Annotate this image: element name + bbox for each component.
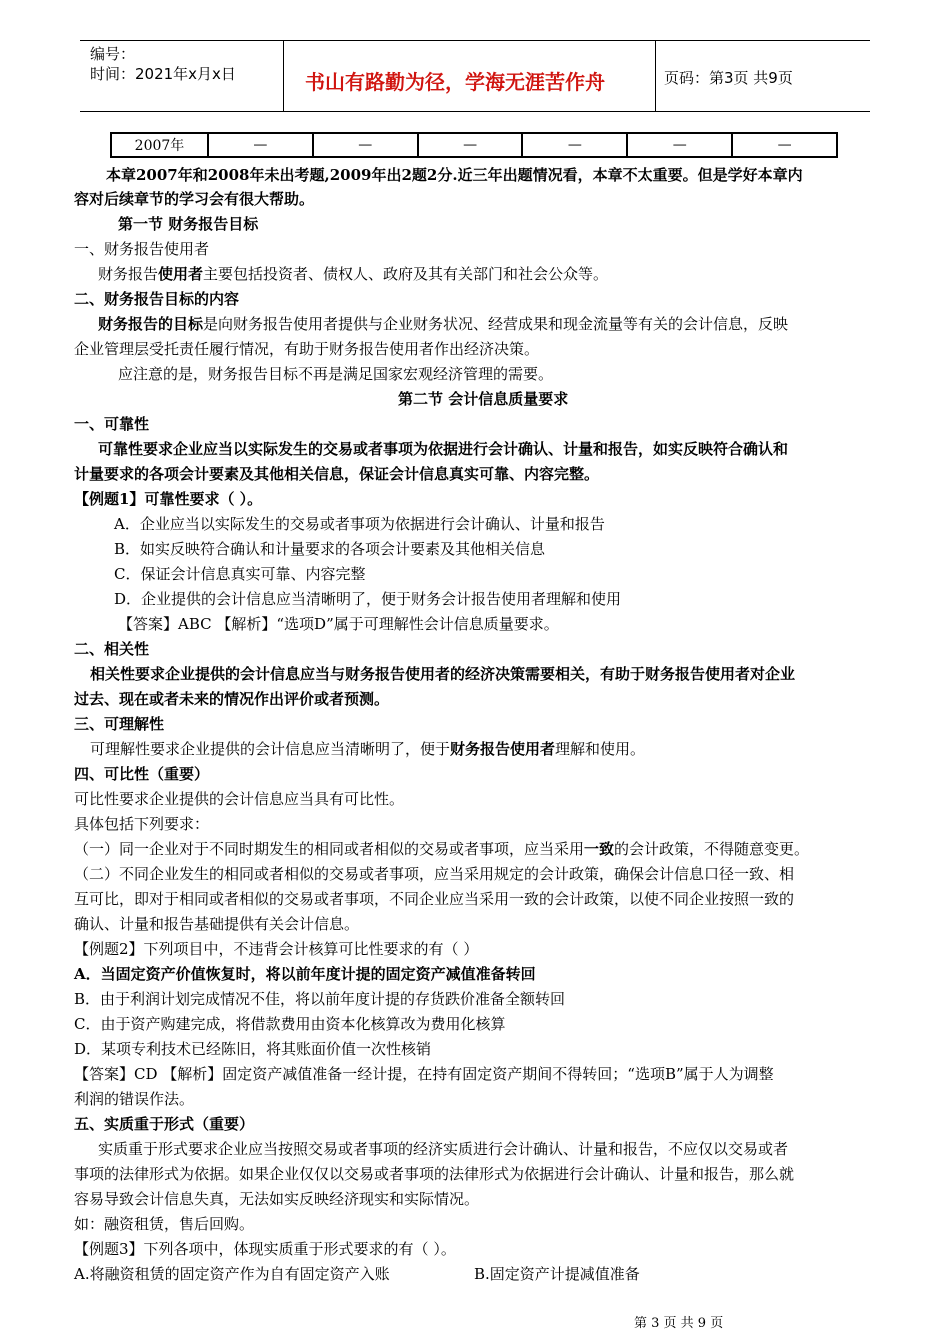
- table-cell: —: [522, 133, 627, 157]
- paragraph: 企业管理层受托责任履行情况，有助于财务报告使用者作出经济决策。: [74, 340, 540, 358]
- page-indicator: 页码：第3页 共9页: [664, 69, 793, 87]
- paragraph: [74, 839, 809, 859]
- chapter-intro: 本章2007年和2008年未出考题,2009年出2题2分.近三年出题情况看，本章不太重要。但是学好本章内: [106, 166, 803, 184]
- option-item: C．保证会计信息真实可靠、内容完整: [114, 565, 366, 583]
- answer-line: 【答案】ABC 【解析】“选项D”属于可理解性会计信息质量要求。: [118, 615, 559, 633]
- section-title: 第二节 会计信息质量要求: [398, 390, 569, 408]
- emphasis: 财务报告的目标: [98, 315, 204, 333]
- answer-line: 利润的错误作法。: [74, 1090, 195, 1108]
- paragraph: 互可比，即对于相同或者相似的交易或者事项，不同企业应当采用一致的会计政策，以使不同企业按照一致的: [74, 890, 795, 908]
- chapter-intro: 容对后续章节的学习会有很大帮助。: [74, 190, 315, 208]
- example-title: 【例题2】下列项目中，不违背会计核算可比性要求的有（ ）: [74, 940, 479, 958]
- paragraph: 确认、计量和报告基础提供有关会计信息。: [74, 915, 360, 933]
- text-span: （一）同一企业对于不同时期发生的相同或者相似的交易或者事项，应当采用: [74, 840, 585, 858]
- option-item: A．企业应当以实际发生的交易或者事项为依据进行会计确认、计量和报告: [114, 515, 605, 533]
- paragraph: 具体包括下列要求：: [74, 815, 210, 833]
- section-title: 第一节 财务报告目标: [118, 215, 259, 233]
- time-label: 时间：2021年x月x日: [90, 65, 236, 83]
- exam-year-table: [110, 132, 838, 158]
- paragraph: 可比性要求企业提供的会计信息应当具有可比性。: [74, 790, 405, 808]
- paragraph: 应注意的是，财务报告目标不再是满足国家宏观经济管理的需要。: [118, 365, 554, 383]
- paragraph: [98, 314, 788, 334]
- text-span: 的会计政策，不得随意变更。: [614, 840, 810, 858]
- header-motto: 书山有路勤为径，学海无涯苦作舟: [305, 70, 605, 94]
- text-span: 理解和使用。: [555, 740, 646, 758]
- option-item: B．由于利润计划完成情况不佳，将以前年度计提的存货跌价准备全额转回: [74, 990, 566, 1008]
- heading: 四、可比性（重要）: [74, 765, 210, 783]
- heading: 一、财务报告使用者: [74, 240, 210, 258]
- heading: 一、可靠性: [74, 415, 150, 433]
- option-item: A.将融资租赁的固定资产作为自有固定资产入账: [74, 1265, 390, 1283]
- heading: 五、实质重于形式（重要）: [74, 1115, 255, 1133]
- paragraph: 实质重于形式要求企业应当按照交易或者事项的经济实质进行会计确认、计量和报告，不应仅以交易或者: [98, 1140, 789, 1158]
- paragraph: [90, 739, 645, 759]
- header-top-rule: [80, 40, 870, 41]
- table-row: [111, 133, 837, 157]
- answer-line: 【答案】CD 【解析】固定资产减值准备一经计提，在持有固定资产期间不得转回；“选项B”属于人为调整: [74, 1065, 774, 1083]
- example-title: 【例题3】下列各项中，体现实质重于形式要求的有（ ）。: [74, 1240, 456, 1258]
- paragraph: 计量要求的各项会计要素及其他相关信息，保证会计信息真实可靠、内容完整。: [74, 465, 600, 483]
- text-span: 主要包括投资者、债权人、政府及其有关部门和社会公众等。: [203, 265, 609, 283]
- table-cell: —: [732, 133, 837, 157]
- paragraph: 容易导致会计信息失真，无法如实反映经济现实和实际情况。: [74, 1190, 480, 1208]
- option-item: D．企业提供的会计信息应当清晰明了，便于财务会计报告使用者理解和使用: [114, 590, 622, 608]
- paragraph: 如：融资租赁，售后回购。: [74, 1215, 255, 1233]
- header-divider: [283, 40, 284, 112]
- paragraph: 事项的法律形式为依据。如果企业仅仅以交易或者事项的法律形式为依据进行会计确认、计量和报告，那么就: [74, 1165, 795, 1183]
- example-title: 【例题1】可靠性要求（ ）。: [74, 490, 263, 508]
- emphasis: 财务报告使用者: [450, 740, 556, 758]
- option-item: A．当固定资产价值恢复时，将以前年度计提的固定资产减值准备转回: [74, 965, 536, 983]
- text-span: 是向财务报告使用者提供与企业财务状况、经营成果和现金流量等有关的会计信息，反映: [203, 315, 789, 333]
- paragraph: 过去、现在或者未来的情况作出评价或者预测。: [74, 690, 390, 708]
- table-cell: —: [313, 133, 418, 157]
- table-cell: —: [418, 133, 523, 157]
- option-item: B.固定资产计提减值准备: [474, 1265, 640, 1283]
- heading: 二、相关性: [74, 640, 150, 658]
- paragraph: （二）不同企业发生的相同或者相似的交易或者事项，应当采用规定的会计政策，确保会计信息口径一致、相: [74, 865, 795, 883]
- table-cell: —: [627, 133, 732, 157]
- header-bottom-rule: [80, 111, 870, 112]
- serial-label: 编号：: [90, 45, 136, 63]
- option-item: C．由于资产购建完成，将借款费用由资本化核算改为费用化核算: [74, 1015, 506, 1033]
- text-span: 可理解性要求企业提供的会计信息应当清晰明了，便于: [90, 740, 451, 758]
- option-item: D．某项专利技术已经陈旧，将其账面价值一次性核销: [74, 1040, 432, 1058]
- heading: 二、财务报告目标的内容: [74, 290, 240, 308]
- emphasis: 一致: [584, 840, 615, 858]
- option-item: B．如实反映符合确认和计量要求的各项会计要素及其他相关信息: [114, 540, 546, 558]
- heading: 三、可理解性: [74, 715, 165, 733]
- header-divider: [655, 40, 656, 112]
- emphasis: 使用者: [158, 265, 204, 283]
- page-footer: 第 3 页 共 9 页: [634, 1316, 724, 1331]
- paragraph: 相关性要求企业提供的会计信息应当与财务报告使用者的经济决策需要相关，有助于财务报告使用者对企业: [90, 665, 796, 683]
- table-cell: 2007年: [111, 133, 208, 157]
- paragraph: 可靠性要求企业应当以实际发生的交易或者事项为依据进行会计确认、计量和报告，如实反映符合确认和: [98, 440, 789, 458]
- paragraph: [98, 264, 608, 284]
- text-span: 财务报告: [98, 265, 159, 283]
- table-cell: —: [208, 133, 313, 157]
